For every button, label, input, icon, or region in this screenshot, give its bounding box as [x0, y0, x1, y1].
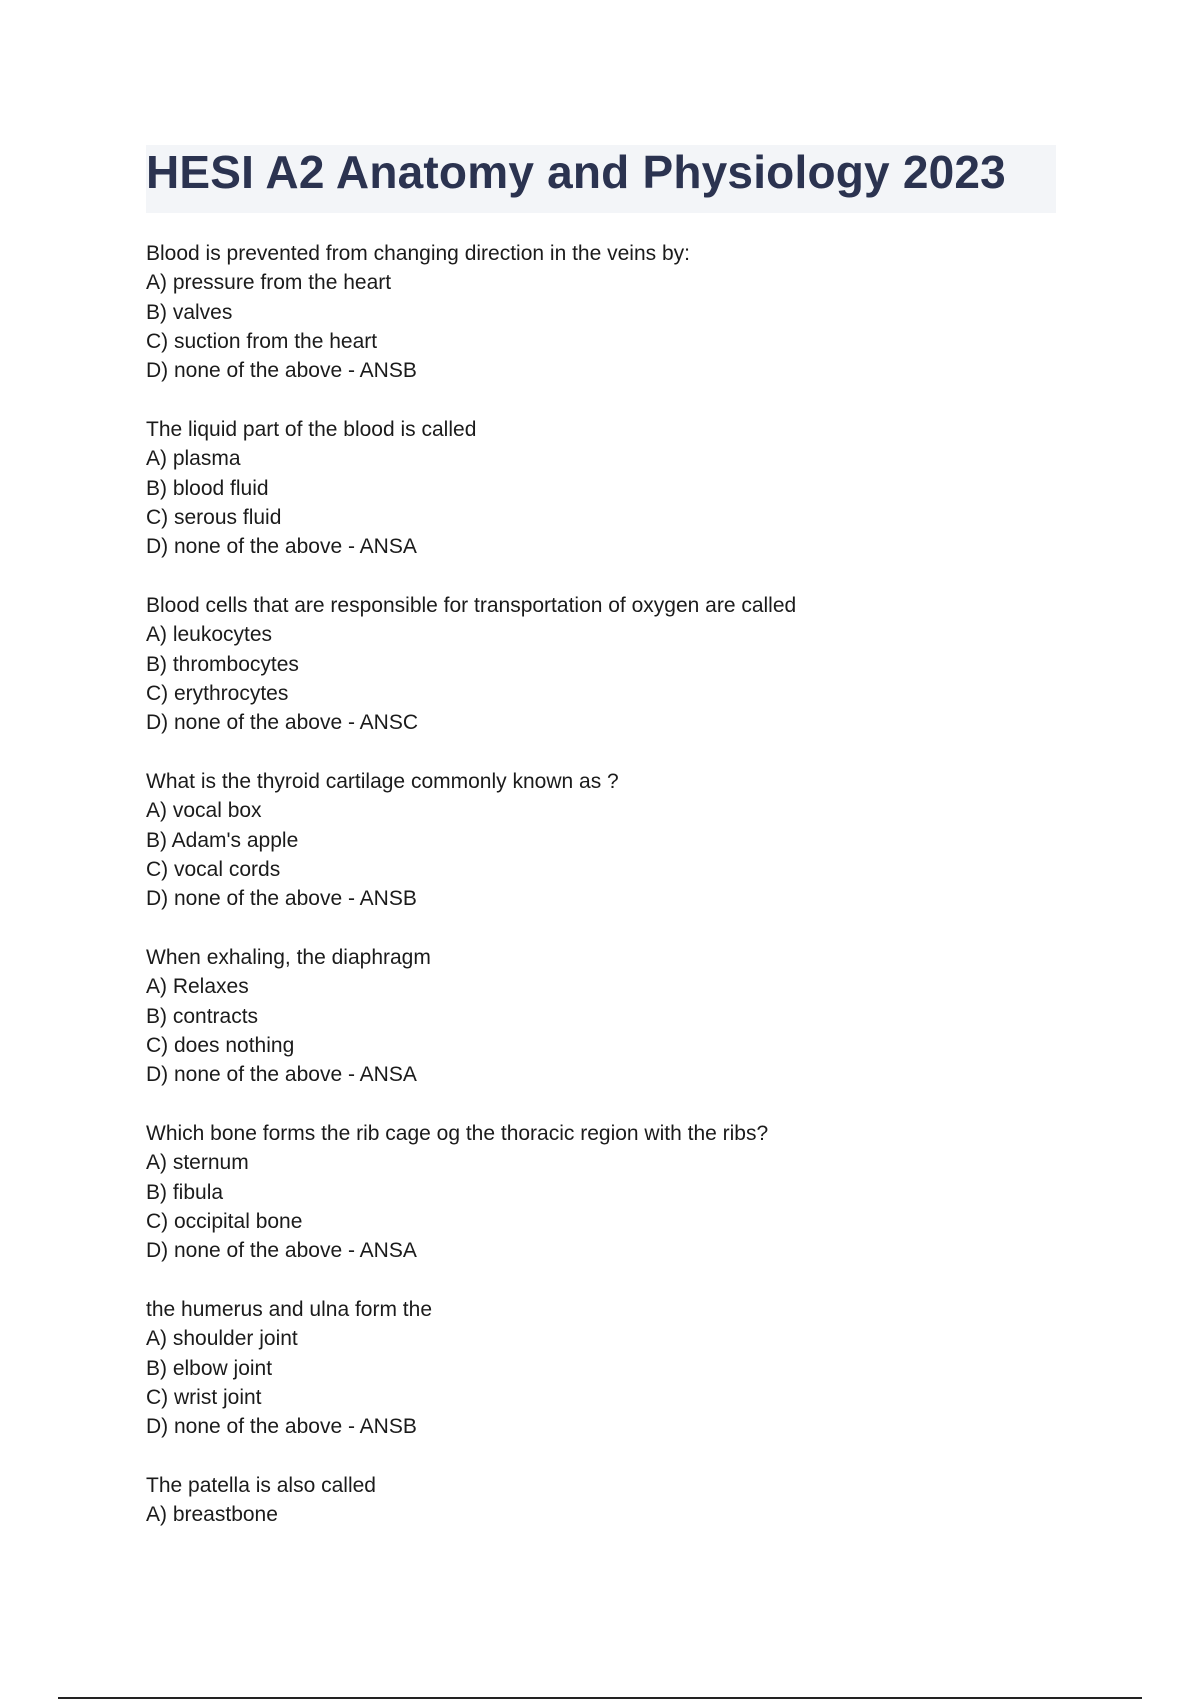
- answer-option: B) thrombocytes: [146, 652, 299, 676]
- answer-option: A) Relaxes: [146, 975, 249, 999]
- question-prompt: The liquid part of the blood is called: [146, 417, 477, 441]
- answer-option: B) fibula: [146, 1180, 224, 1204]
- answer-option: D) none of the above - ANSA: [146, 535, 417, 559]
- answer-option: D) none of the above - ANSB: [146, 887, 417, 911]
- question-6: [146, 1119, 1106, 1265]
- question-5: [146, 943, 1106, 1089]
- answer-option: B) blood fluid: [146, 476, 269, 500]
- answer-option: B) contracts: [146, 1004, 259, 1028]
- question-prompt: Blood is prevented from changing direction in the veins by:: [146, 242, 690, 265]
- answer-option: C) erythrocytes: [146, 681, 289, 705]
- answer-option: C) occipital bone: [146, 1209, 303, 1233]
- answer-option: B) elbow joint: [146, 1356, 273, 1380]
- answer-option: A) pressure from the heart: [146, 271, 392, 295]
- answer-option: D) none of the above - ANSA: [146, 1239, 417, 1263]
- answer-option: C) suction from the heart: [146, 329, 378, 353]
- answer-option: B) valves: [146, 300, 233, 324]
- question-prompt: What is the thyroid cartilage commonly known as ?: [146, 769, 619, 793]
- question-prompt: When exhaling, the diaphragm: [146, 945, 431, 969]
- answer-option: C) wrist joint: [146, 1385, 262, 1409]
- bottom-divider: [58, 1697, 1142, 1699]
- question-prompt: Which bone forms the rib cage og the thoracic region with the ribs?: [146, 1121, 769, 1145]
- question-3: [146, 591, 1106, 737]
- question-7: [146, 1295, 1106, 1441]
- answer-option: C) serous fluid: [146, 505, 282, 529]
- question-prompt: Blood cells that are responsible for transportation of oxygen are called: [146, 593, 797, 617]
- answer-option: D) none of the above - ANSB: [146, 1415, 417, 1439]
- answer-option: A) sternum: [146, 1151, 249, 1175]
- question-list: [146, 239, 1106, 1559]
- answer-option: D) none of the above - ANSA: [146, 1063, 417, 1087]
- question-8: [146, 1471, 1106, 1530]
- answer-option: D) none of the above - ANSC: [146, 711, 418, 735]
- answer-option: D) none of the above - ANSB: [146, 359, 417, 383]
- answer-option: B) Adam's apple: [146, 828, 299, 852]
- question-prompt: the humerus and ulna form the: [146, 1297, 433, 1321]
- answer-option: A) leukocytes: [146, 623, 273, 647]
- question-prompt: The patella is also called: [146, 1473, 376, 1497]
- question-2: [146, 415, 1106, 561]
- answer-option: A) plasma: [146, 447, 241, 471]
- question-1: [146, 239, 1106, 385]
- answer-option: C) vocal cords: [146, 857, 281, 881]
- document-title: HESI A2 Anatomy and Physiology 2023: [146, 146, 1006, 198]
- answer-option: C) does nothing: [146, 1033, 295, 1057]
- answer-option: A) shoulder joint: [146, 1327, 298, 1351]
- answer-option: A) vocal box: [146, 799, 262, 823]
- question-4: [146, 767, 1106, 913]
- answer-option: A) breastbone: [146, 1503, 278, 1527]
